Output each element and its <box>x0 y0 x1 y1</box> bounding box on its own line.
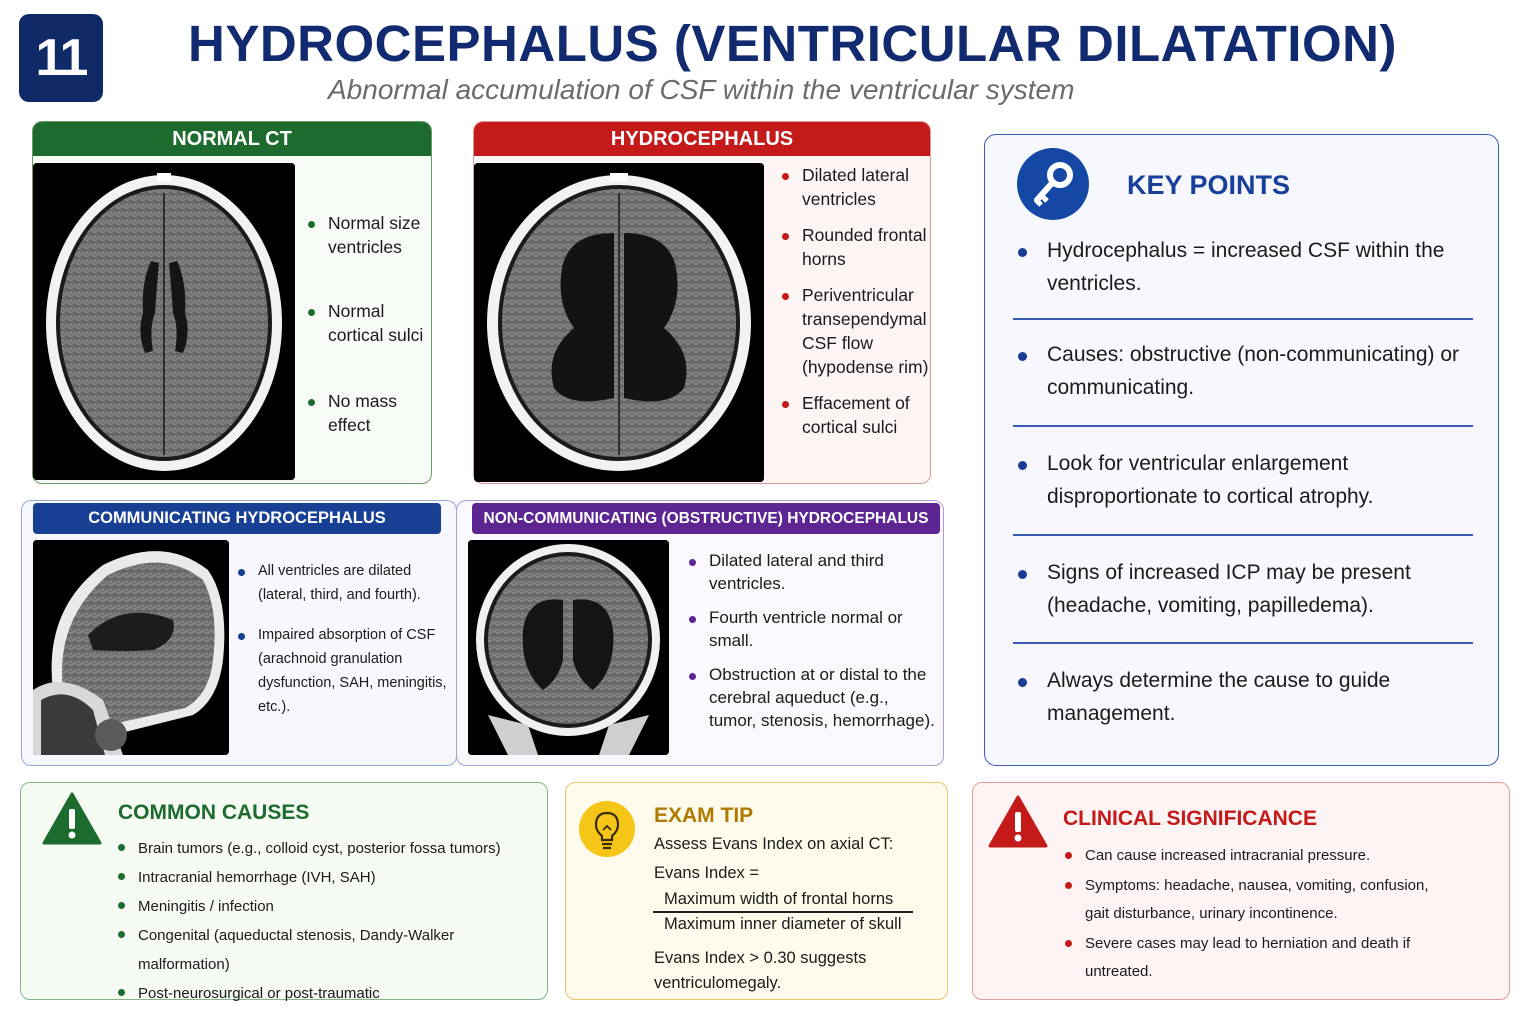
sagittal-mri-image <box>33 540 229 755</box>
communicating-heading: COMMUNICATING HYDROCEPHALUS <box>33 503 441 534</box>
exam-tip-heading: EXAM TIP <box>654 804 754 827</box>
clinical-significance-heading: CLINICAL SIGNIFICANCE <box>1063 807 1317 830</box>
coronal-ct-image <box>468 540 669 755</box>
key-points-heading: KEY POINTS <box>1127 170 1291 200</box>
list-item: All ventricles are dilated (lateral, third, and fourth). <box>236 559 454 607</box>
exam-tip-intro: Assess Evans Index on axial CT: <box>654 835 894 853</box>
normal-ct-heading: NORMAL CT <box>33 122 431 156</box>
list-item: Dilated lateral ventricles <box>780 163 930 211</box>
evans-numerator: Maximum width of frontal horns <box>664 890 894 908</box>
key-icon <box>1017 148 1089 220</box>
lightbulb-icon <box>578 800 636 858</box>
evans-denominator: Maximum inner diameter of skull <box>664 915 902 933</box>
non-communicating-findings <box>687 549 937 732</box>
divider <box>1013 318 1473 320</box>
list-item: Normal size ventricles <box>306 211 431 259</box>
warning-icon <box>42 792 102 846</box>
normal-ct-findings <box>306 211 431 437</box>
list-item: Post-neurosurgical or post-traumatic <box>116 979 546 1008</box>
hydrocephalus-findings <box>780 163 930 439</box>
clinical-significance-list <box>1063 842 1453 986</box>
key-point-item: Hydrocephalus = increased CSF within the ventricles. <box>1016 234 1476 300</box>
non-communicating-heading: NON-COMMUNICATING (OBSTRUCTIVE) HYDROCEPHALUS <box>472 503 940 534</box>
list-item: Brain tumors (e.g., colloid cyst, posterior fossa tumors) <box>116 834 546 863</box>
list-item: Obstruction at or distal to the cerebral aqueduct (e.g., tumor, stenosis, hemorrhage). <box>687 663 937 732</box>
fraction-line <box>653 911 913 913</box>
communicating-findings <box>236 559 454 719</box>
divider <box>1013 425 1473 427</box>
list-item: Symptoms: headache, nausea, vomiting, confusion, gait disturbance, urinary incontinence. <box>1063 872 1453 928</box>
list-item: Meningitis / infection <box>116 892 546 921</box>
list-item: Intracranial hemorrhage (IVH, SAH) <box>116 863 546 892</box>
evans-index-label: Evans Index = <box>654 864 760 882</box>
list-item: Effacement of cortical sulci <box>780 391 930 439</box>
key-point-item: Signs of increased ICP may be present (headache, vomiting, papilledema). <box>1016 556 1476 622</box>
list-item: Can cause increased intracranial pressure. <box>1063 842 1453 870</box>
page-subtitle: Abnormal accumulation of CSF within the ventricular system <box>328 74 1075 105</box>
list-item: Dilated lateral and third ventricles. <box>687 549 937 595</box>
list-item: No mass effect <box>306 389 431 437</box>
list-item: Normal cortical sulci <box>306 299 431 347</box>
hydrocephalus-ct-image <box>474 163 764 482</box>
alert-icon <box>988 795 1048 849</box>
list-item: Rounded frontal horns <box>780 223 930 271</box>
list-item: Periventricular transependymal CSF flow (hypodense rim) <box>780 283 930 379</box>
key-point-item: Always determine the cause to guide management. <box>1016 664 1476 730</box>
divider <box>1013 642 1473 644</box>
common-causes-heading: COMMON CAUSES <box>118 801 310 824</box>
list-item: Impaired absorption of CSF (arachnoid granulation dysfunction, SAH, meningitis, etc.). <box>236 623 454 719</box>
page-title: HYDROCEPHALUS (VENTRICULAR DILATATION) <box>188 15 1397 72</box>
evans-threshold-note: Evans Index > 0.30 suggests ventriculomegaly. <box>654 949 867 992</box>
list-item: Severe cases may lead to herniation and death if untreated. <box>1063 930 1453 986</box>
normal-ct-image <box>33 163 295 480</box>
hydrocephalus-heading: HYDROCEPHALUS <box>474 122 930 156</box>
divider <box>1013 534 1473 536</box>
key-point-item: Look for ventricular enlargement disproportionate to cortical atrophy. <box>1016 447 1476 513</box>
section-number-badge: 11 <box>19 14 103 102</box>
common-causes-list <box>116 834 546 1008</box>
list-item: Congenital (aqueductal stenosis, Dandy-Walker malformation) <box>116 921 546 979</box>
list-item: Fourth ventricle normal or small. <box>687 606 937 652</box>
key-point-item: Causes: obstructive (non-communicating) or communicating. <box>1016 338 1476 404</box>
